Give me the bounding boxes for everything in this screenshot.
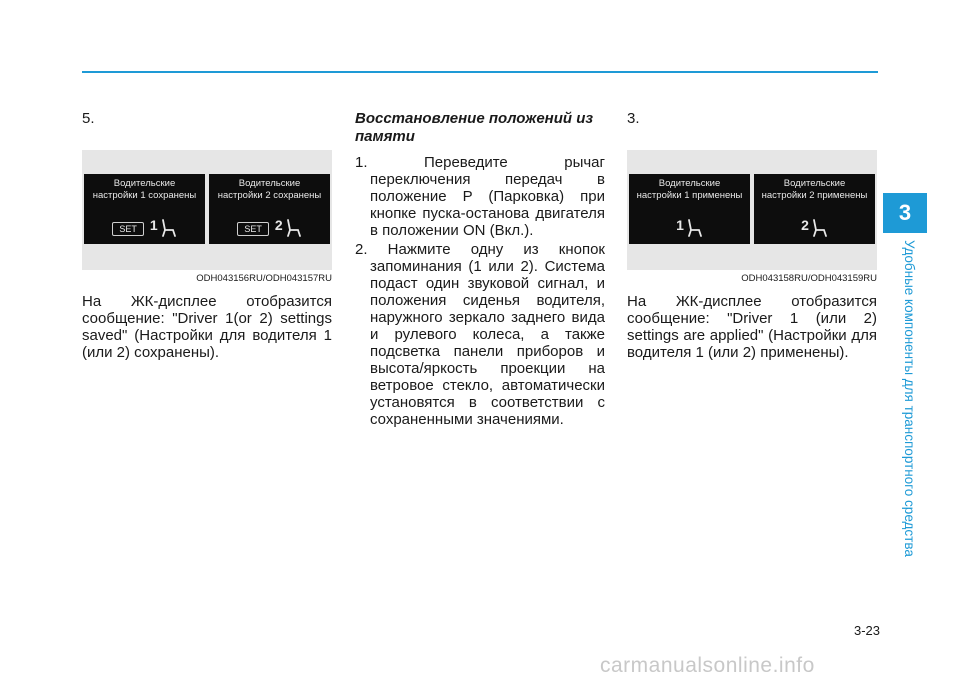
memory-number: 1 xyxy=(149,217,158,233)
seat-icon xyxy=(284,218,302,238)
panel-line-1: Водительские xyxy=(658,178,721,189)
section-heading: Восстановление положений из памяти xyxy=(355,110,594,145)
display-panel-2 xyxy=(209,174,330,244)
memory-number: 2 xyxy=(801,217,809,233)
panel-line-2: настройки 2 сохранены xyxy=(217,190,322,201)
middle-column xyxy=(355,110,605,430)
top-rule xyxy=(82,71,878,73)
panel-line-1: Водительские xyxy=(238,178,301,189)
figure-caption: ODH043156RU/ODH043157RU xyxy=(196,273,332,284)
panel-line-1: Водительские xyxy=(783,178,846,189)
panel-line-1: Водительские xyxy=(113,178,176,189)
step-number: 5. xyxy=(82,110,95,127)
set-button-icon: SET xyxy=(112,222,144,236)
seat-icon xyxy=(810,218,828,238)
panel-message xyxy=(84,178,205,202)
seat-memory-icon xyxy=(801,218,828,238)
panel-message xyxy=(754,178,875,202)
panel-icons xyxy=(629,218,750,238)
set-button-icon: SET xyxy=(237,222,269,236)
seat-icon xyxy=(159,218,177,238)
step-number: 3. xyxy=(627,110,640,127)
panel-icons xyxy=(84,218,205,238)
panel-message xyxy=(209,178,330,202)
seat-memory-icon xyxy=(275,218,302,238)
display-panel-1 xyxy=(629,174,750,244)
watermark: carmanualsonline.info xyxy=(600,654,815,677)
right-column xyxy=(627,110,877,361)
list-item: 1. Переведите рычаг переключения передач в положение P (Парковка) при кнопке пуска-останова двигателя в положении ON (Вкл.). xyxy=(355,154,605,239)
panel-line-2: настройки 1 сохранены xyxy=(92,190,197,201)
panel-line-2: настройки 2 применены xyxy=(761,190,868,201)
panel-icons xyxy=(754,218,875,238)
seat-memory-icon xyxy=(676,218,703,238)
chapter-label: Удобные компоненты для транспортного средства xyxy=(902,240,917,557)
paragraph: На ЖК-дисплее отобразится сообщение: "Driver 1 (или 2) settings are applied" (Настройки для водителя 1 (или 2) применены). xyxy=(627,293,877,361)
display-panel-2 xyxy=(754,174,875,244)
memory-number: 1 xyxy=(676,217,684,233)
figure-caption: ODH043158RU/ODH043159RU xyxy=(741,273,877,284)
left-column xyxy=(82,110,332,361)
chapter-tab: 3 xyxy=(883,193,927,233)
paragraph: На ЖК-дисплее отобразится сообщение: "Driver 1(or 2) settings saved" (Настройки для водителя 1 (или 2) сохранены). xyxy=(82,293,332,361)
seat-memory-icon xyxy=(150,218,177,238)
page-number: 3-23 xyxy=(853,623,880,638)
display-panel-1 xyxy=(84,174,205,244)
memory-number: 2 xyxy=(274,217,283,233)
list-item: 2. Нажмите одну из кнопок запоминания (1 или 2). Система подаст один звуковой сигнал, и положения сиденья водителя, наружного зеркало заднего вида и рулевого колеса, а также подсветка панели приборов и высота/яркость проекции на ветровое стекло, автоматически установятся в соответствии с сохраненными значениями. xyxy=(355,241,605,428)
seat-icon xyxy=(685,218,703,238)
display-figure xyxy=(627,150,877,270)
display-figure xyxy=(82,150,332,270)
instruction-list xyxy=(355,154,605,428)
panel-message xyxy=(629,178,750,202)
panel-icons xyxy=(209,218,330,238)
panel-line-2: настройки 1 применены xyxy=(636,190,743,201)
